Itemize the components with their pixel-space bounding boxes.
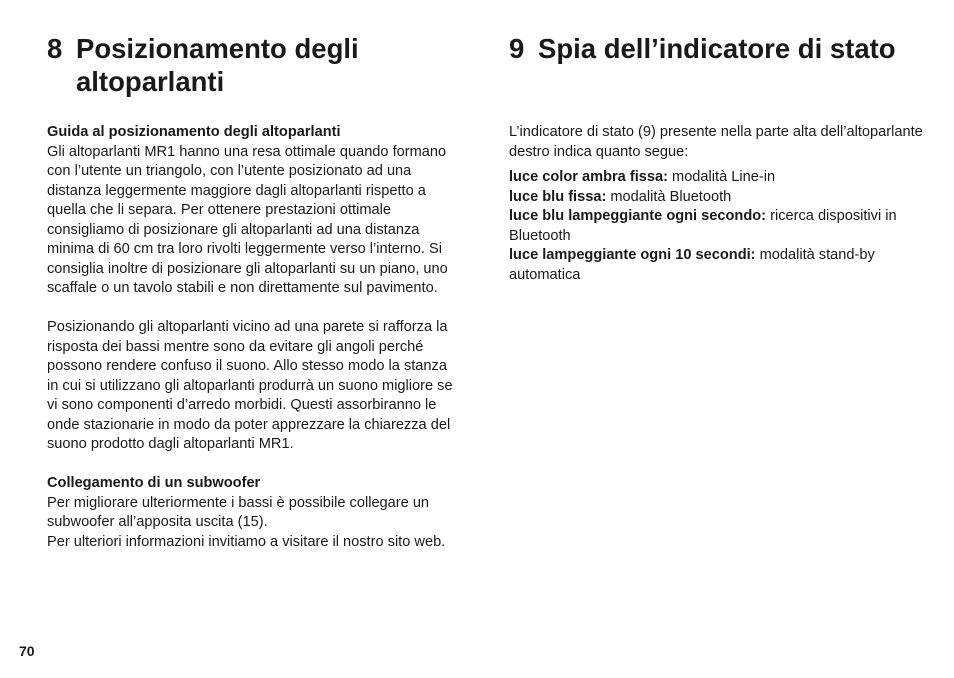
subwoofer-heading: Collegamento di un subwoofer (47, 475, 261, 491)
section-9-heading (509, 32, 929, 65)
status-item-value: modalità Bluetooth (606, 188, 732, 205)
speaker-placement-heading: Guida al posizionamento degli altoparlanti (47, 124, 341, 140)
page-number: 70 (19, 643, 35, 659)
section-8-number: 8 (47, 33, 63, 64)
status-item-label: luce lampeggiante ogni 10 secondi: (509, 247, 756, 263)
status-item-label: luce color ambra fissa: (509, 169, 668, 185)
section-9-content (509, 123, 929, 285)
left-column (47, 32, 457, 550)
status-item-value: modalità Line-in (667, 169, 776, 185)
section-8-heading (47, 32, 457, 98)
speaker-placement-paragraph-1: Gli altoparlanti MR1 hanno una resa ottimale quando formano con l’utente un triangolo, con l’utente posizionato ad una distanza leggermente maggiore dagli altoparlanti rispetto a quella che li separa. Per ottenere prestazioni ottimale consigliamo di posizionare gli altoparlanti ad una distanza minima di 60 cm tra loro rivolti leggermente verso l’interno. Si consiglia inoltre di posizionare gli altoparlanti su un piano, uno scaffale o un tavolo stabili e non direttamente sul pavimento. (47, 143, 448, 296)
subwoofer-paragraph-2: Per ulteriori informazioni invitiamo a visitare il nostro sito web. (47, 533, 446, 550)
status-item (509, 207, 929, 246)
right-column (509, 32, 929, 283)
section-9-title: Spia dell’indicatore di stato (538, 33, 896, 64)
status-item-value: modalità stand-by automatica (509, 247, 875, 283)
status-item (509, 188, 929, 208)
status-item-value: ricerca dispositivi in Bluetooth (509, 208, 897, 244)
status-item (509, 246, 929, 285)
status-indicator-list (509, 168, 929, 285)
subwoofer-paragraph-1: Per migliorare ulteriormente i bassi è possibile collegare un subwoofer all’apposita uscita (15). (47, 494, 430, 530)
section-9-number: 9 (509, 33, 525, 64)
section-8-title: Posizionamento degli altoparlanti (76, 33, 359, 97)
status-item (509, 168, 929, 188)
speaker-placement-paragraph-2: Posizionando gli altoparlanti vicino ad una parete si rafforza la risposta dei bassi mentre sono da evitare gli angoli perché possono rendere confuso il suono. Allo stesso modo la stanza in cui si utilizzano gli altoparlanti produrrà un suono migliore se vi sono componenti d’arredo morbidi. Questi assorbiranno le onde stazionarie in modo da poter apprezzare la chiarezza del suono prodotto dagli altoparlanti MR1. (47, 319, 453, 452)
status-item-label: luce blu fissa: (509, 188, 607, 205)
section-8-content (47, 123, 457, 552)
status-indicator-intro: L’indicatore di stato (9) presente nella parte alta dell’altoparlante destro indica quanto segue: (509, 124, 923, 160)
status-item-label: luce blu lampeggiante ogni secondo: (509, 208, 767, 224)
